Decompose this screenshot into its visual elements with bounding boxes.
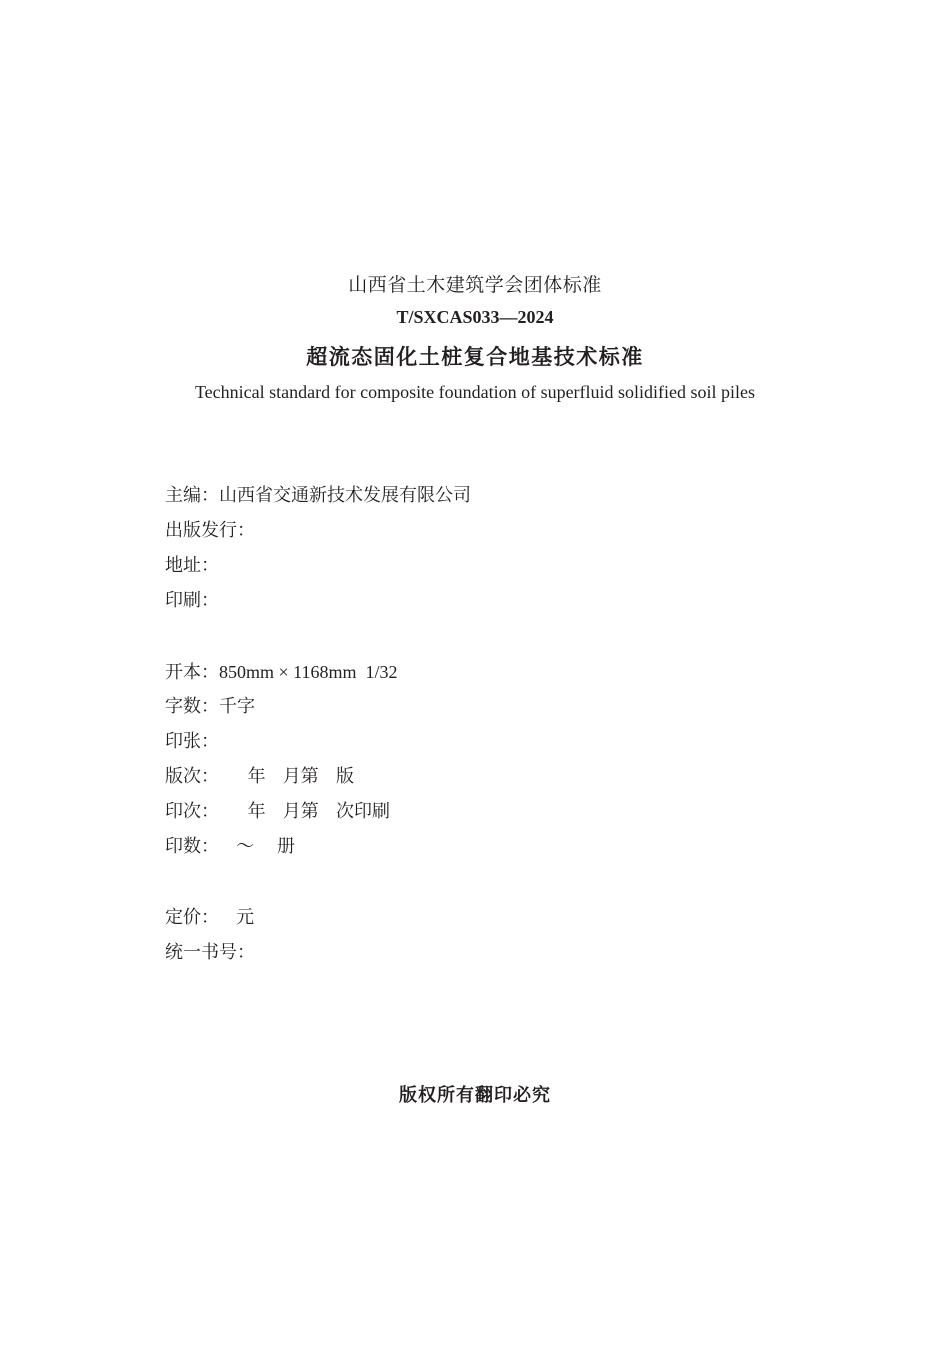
impression-value: 年 月第 次印刷: [219, 801, 390, 822]
edition-value: 年 月第 版: [219, 766, 354, 787]
address-row: [165, 554, 219, 578]
print-run-label: 印数：: [165, 836, 219, 857]
price-label: 定价：: [165, 907, 219, 928]
edition-row: [165, 765, 354, 789]
word-count-row: [165, 695, 255, 719]
editor-row: [165, 484, 471, 508]
publisher-label: 出版发行：: [165, 520, 255, 541]
print-run-value: ～ 册: [219, 836, 296, 857]
copyright-notice: 版权所有翻印必究: [399, 1085, 551, 1106]
title-english: Technical standard for composite foundation of superfluid solidified soil piles: [194, 382, 756, 402]
isbn-row: [165, 941, 255, 965]
format-value: 850mm × 1168mm 1/32: [219, 662, 398, 682]
print-run-row: [165, 835, 295, 859]
organization-name: 山西省土木建筑学会团体标准: [348, 274, 602, 296]
printing-label: 印刷：: [165, 590, 219, 611]
standard-code: T/SXCAS033—2024: [396, 307, 554, 327]
edition-label: 版次：: [165, 766, 219, 787]
format-label: 开本：: [165, 662, 219, 683]
price-value: 元: [219, 907, 255, 928]
printing-row: [165, 589, 219, 613]
publisher-row: [165, 519, 255, 543]
sheets-label: 印张：: [165, 731, 219, 752]
impression-label: 印次：: [165, 801, 219, 822]
price-row: [165, 906, 254, 930]
word-count-label: 字数：: [165, 696, 219, 717]
impression-row: [165, 800, 390, 824]
title-chinese: 超流态固化土桩复合地基技术标准: [306, 345, 644, 369]
isbn-label: 统一书号：: [165, 942, 255, 963]
word-count-value: 千字: [219, 696, 255, 717]
format-row: [165, 660, 398, 685]
editor-label: 主编：: [165, 485, 219, 506]
address-label: 地址：: [165, 555, 219, 576]
sheets-row: [165, 730, 219, 754]
editor-value: 山西省交通新技术发展有限公司: [219, 485, 471, 506]
